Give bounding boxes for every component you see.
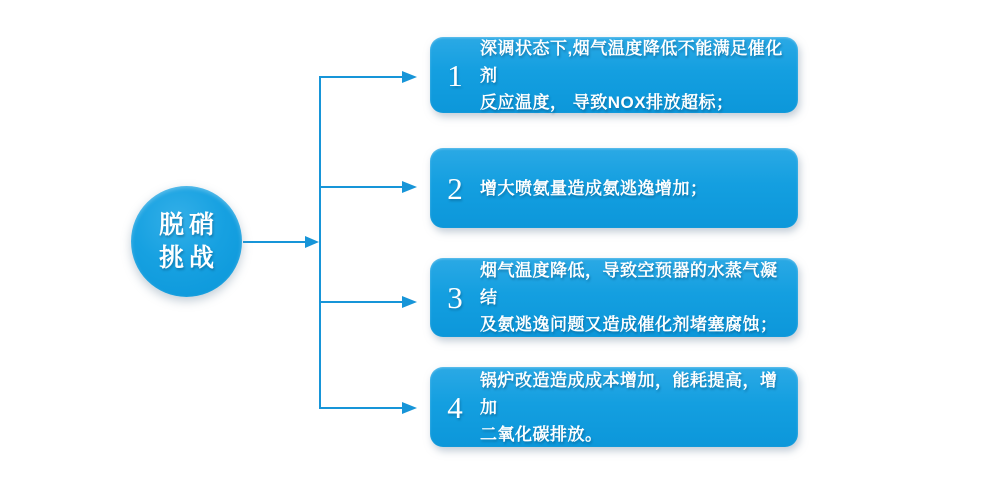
challenge-box-1 [430,37,798,113]
item-text-1 [480,35,788,116]
item-text-4-line1: 锅炉改造造成成本增加，能耗提高，增加 [480,370,778,417]
challenge-box-3 [430,258,798,337]
branch-arrow-1-icon [402,71,417,83]
item-number-4: 4 [447,389,463,425]
item-text-2-line1: 增大喷氨量造成氨逃逸增加； [480,178,708,198]
item-number-2: 2 [447,170,463,206]
center-node-label [154,209,219,275]
branch-arrow-3-icon [402,296,417,308]
item-text-4 [480,367,788,448]
center-node-label-line1: 脱硝 [158,210,219,239]
center-node-label-line2: 挑战 [158,243,219,272]
item-number-1: 1 [447,57,463,93]
item-number-3: 3 [447,280,463,315]
branch-arrow-2-icon [402,181,417,193]
item-text-3-line2: 及氨逃逸问题又造成催化剂堵塞腐蚀； [480,315,778,334]
item-text-3 [480,257,788,338]
center-connector-arrow-icon [305,236,319,248]
branch-arrow-4-icon [402,402,417,414]
item-text-1-line1: 深调状态下,烟气温度降低不能满足催化剂 [480,38,783,85]
challenge-box-4 [430,367,798,447]
center-node [131,186,242,297]
item-text-1-line2: 反应温度， 导致NOX排放超标； [480,92,734,112]
item-text-2 [480,175,788,202]
challenge-box-2 [430,148,798,228]
item-text-4-line2: 二氧化碳排放。 [480,424,603,444]
item-text-3-line1: 烟气温度降低，导致空预器的水蒸气凝结 [480,261,778,307]
